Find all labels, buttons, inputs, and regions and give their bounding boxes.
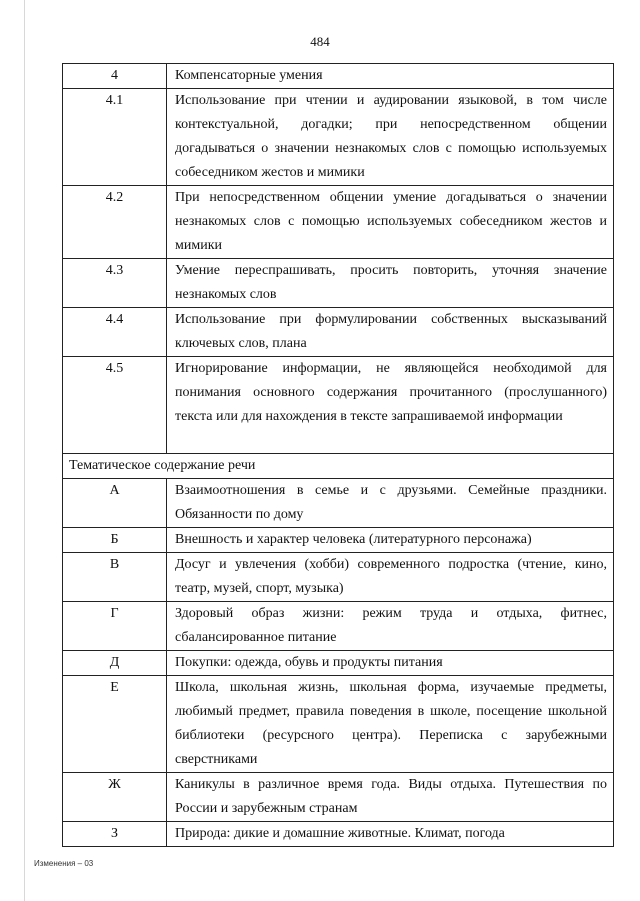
footer-revision: Изменения – 03: [34, 859, 94, 868]
page-number: 484: [310, 34, 330, 49]
topic-text: Покупки: одежда, обувь и продукты питания: [167, 651, 614, 676]
topic-code: З: [63, 822, 167, 847]
row-code: 4.5: [63, 357, 167, 454]
table-row: [63, 357, 614, 454]
table-row: [63, 676, 614, 773]
table-row: [63, 64, 614, 89]
row-code: 4: [63, 64, 167, 89]
topic-text: Каникулы в различное время года. Виды отдыха. Путешествия по России и зарубежным странам: [167, 773, 614, 822]
row-code: 4.3: [63, 259, 167, 308]
topic-text: Досуг и увлечения (хобби) современного подростка (чтение, кино, театр, музей, спорт, музыка): [167, 553, 614, 602]
section-title: Тематическое содержание речи: [63, 454, 614, 479]
row-text: Использование при формулировании собственных высказываний ключевых слов, плана: [167, 308, 614, 357]
section-header-row: [63, 454, 614, 479]
row-text: Использование при чтении и аудировании языковой, в том числе контекстуальной, догадки; при непосредственном общении догадываться о значении незнакомых слов с помощью используемых собеседником жестов и мимики: [167, 89, 614, 186]
row-code: 4.2: [63, 186, 167, 259]
topic-code: Г: [63, 602, 167, 651]
topic-text: Здоровый образ жизни: режим труда и отдыха, фитнес, сбалансированное питание: [167, 602, 614, 651]
row-code: 4.4: [63, 308, 167, 357]
topic-code: В: [63, 553, 167, 602]
table-row: [63, 553, 614, 602]
table-row: [63, 822, 614, 847]
table-row: [63, 651, 614, 676]
table-row: [63, 186, 614, 259]
topic-code: Ж: [63, 773, 167, 822]
topic-code: Е: [63, 676, 167, 773]
table-row: [63, 308, 614, 357]
row-text: Игнорирование информации, не являющейся необходимой для понимания основного содержания прочитанного (прослушанного) текста или для нахождения в тексте запрашиваемой информации: [167, 357, 614, 454]
row-text: При непосредственном общении умение догадываться о значении незнакомых слов с помощью используемых собеседником жестов и мимики: [167, 186, 614, 259]
topic-code: А: [63, 479, 167, 528]
table-row: [63, 89, 614, 186]
row-text: Компенсаторные умения: [167, 64, 614, 89]
table-row: [63, 528, 614, 553]
topic-code: Д: [63, 651, 167, 676]
row-text: Умение переспрашивать, просить повторить, уточняя значение незнакомых слов: [167, 259, 614, 308]
table-row: [63, 259, 614, 308]
topic-text: Взаимоотношения в семье и с друзьями. Семейные праздники. Обязанности по дому: [167, 479, 614, 528]
topic-code: Б: [63, 528, 167, 553]
topic-text: Внешность и характер человека (литературного персонажа): [167, 528, 614, 553]
topic-text: Природа: дикие и домашние животные. Климат, погода: [167, 822, 614, 847]
table-row: [63, 773, 614, 822]
row-code: 4.1: [63, 89, 167, 186]
content-table: [62, 63, 614, 847]
table-row: [63, 479, 614, 528]
topic-text: Школа, школьная жизнь, школьная форма, изучаемые предметы, любимый предмет, правила поведения в школе, посещение школьной библиотеки (ресурсного центра). Переписка с зарубежными сверстниками: [167, 676, 614, 773]
table-row: [63, 602, 614, 651]
scan-edge: [24, 0, 25, 901]
